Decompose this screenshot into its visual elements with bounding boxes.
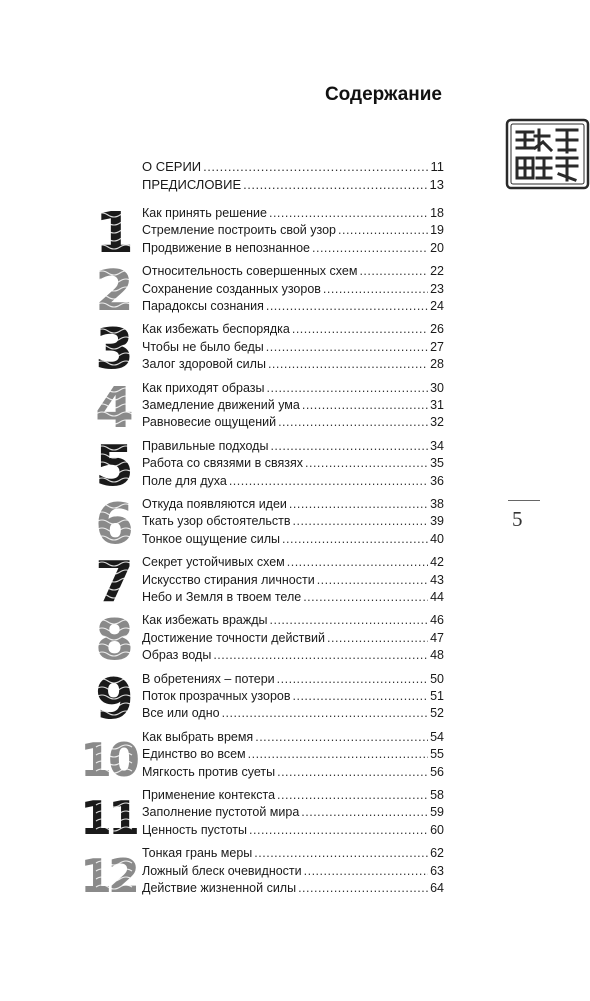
toc-entry-page: 22 [430,264,444,279]
toc-entry [142,729,444,746]
toc-leader-dots [249,822,428,839]
toc-entry [142,339,444,356]
toc-leader-dots [323,281,428,298]
toc-entry-title: Образ воды [142,648,212,663]
toc-leader-dots [277,671,428,688]
toc-entry [142,205,444,222]
toc-entry-page: 35 [430,456,444,471]
toc-entry [142,414,444,431]
toc-entry [142,554,444,571]
toc-leader-dots [317,572,428,589]
toc-entry-title: О СЕРИИ [142,159,202,174]
toc-entry-title: Ложный блеск очевидности [142,863,302,878]
toc-entry [142,630,444,647]
toc-leader-dots [359,263,428,280]
chapter-numeral-text: 7 [95,550,134,616]
toc-leader-dots [270,612,429,629]
toc-leader-dots [269,205,428,222]
chapter-numeral [90,375,138,441]
toc-leader-dots [301,804,428,821]
toc-leader-dots [243,176,427,193]
toc-entry-page: 36 [430,473,444,488]
toc-entry [142,263,444,280]
toc-entry-page: 32 [430,415,444,430]
toc-entry [142,496,444,513]
toc-leader-dots [248,746,428,763]
toc-entry [142,531,444,548]
toc-entry [142,746,444,763]
chapter-numeral-text: 6 [95,492,134,557]
toc-entry-page: 11 [430,159,444,174]
toc-entry-page: 38 [430,497,444,511]
toc-entry [142,176,444,193]
toc-leader-dots [298,880,428,897]
toc-entry [142,222,444,239]
toc-entry-title: Работа со связями в связях [142,456,303,471]
toc-entry-page: 52 [430,706,444,721]
toc-entry [142,380,444,397]
toc-entry [142,513,444,530]
toc-leader-dots [302,397,428,414]
toc-entry-page: 43 [430,572,444,587]
toc-entry-page: 23 [430,281,444,296]
chapter-numeral-text: 3 [95,317,134,383]
toc-entry-title: Продвижение в непознанное [142,240,310,255]
toc-entry-page: 40 [430,531,444,546]
toc-leader-dots [293,513,429,530]
toc-entry-page: 42 [430,555,444,570]
toc-entry-page: 27 [430,339,444,354]
chapter-numeral-text: 8 [95,608,134,674]
toc-entry-page: 18 [430,206,444,220]
toc-entry [142,705,444,722]
toc-entry-page: 63 [430,863,444,878]
toc-entry-title: Поле для духа [142,473,227,488]
toc-entry [142,158,444,175]
toc-entry-page: 19 [430,223,444,238]
toc-entry-title: Парадоксы сознания [142,299,264,313]
toc-leader-dots [293,688,429,705]
toc-leader-dots [287,554,428,571]
toc-leader-dots [278,414,428,431]
toc-leader-dots [266,339,428,356]
toc-entry-title: Чтобы не было беды [142,339,264,354]
toc-entry-page: 48 [430,648,444,663]
toc-entry [142,356,444,373]
toc-entry-page: 55 [430,747,444,762]
toc-entry-title: Сохранение созданных узоров [142,281,321,296]
toc-entry-title: Равновесие ощущений [142,415,277,430]
page-number: 5 [512,507,523,531]
toc-leader-dots [277,764,428,781]
chapter-numeral [90,317,138,383]
toc-entry-title: Мягкость против суеты [142,764,276,779]
toc-entry [142,612,444,629]
toc-leader-dots [303,589,428,606]
toc-entry-page: 31 [430,398,444,412]
chapter-numeral [90,201,138,266]
toc-entry-title: Правильные подходы [142,438,269,453]
chapter-numeral [90,608,138,674]
toc-entry [142,455,444,472]
chapter-numeral-text: 1 [95,201,134,266]
chapter-numeral-text: 10 [79,732,136,787]
toc-entry-title: Применение контекста [142,788,276,802]
toc-entry-title: Поток прозрачных узоров [142,689,291,703]
toc-entry [142,688,444,705]
toc-entry-title: ПРЕДИСЛОВИЕ [142,177,242,192]
toc-entry [142,589,444,606]
toc-entry-page: 26 [430,322,444,337]
toc-entry [142,397,444,414]
toc-entry-page: 54 [430,729,444,744]
toc-entry-title: Небо и Земля в твоем теле [142,590,302,604]
toc-entry [142,863,444,880]
chapter-numeral-text: 4 [95,375,134,441]
toc-entry-page: 47 [430,630,444,645]
toc-entry-title: Действие жизненной силы [142,881,297,895]
toc-entry-title: Тонкая грань меры [142,846,253,861]
toc-entry-page: 51 [430,689,444,703]
toc-entry-title: Достижение точности действий [142,630,326,645]
toc-leader-dots [327,630,428,647]
toc-leader-dots [304,863,428,880]
toc-leader-dots [254,845,428,862]
toc-entry-page: 60 [430,822,444,837]
toc-entry [142,647,444,664]
toc-entry [142,438,444,455]
toc-entry-title: Стремление построить свой узор [142,223,337,238]
chapter-numeral [79,785,138,845]
toc-entry [142,804,444,821]
toc-leader-dots [203,158,428,175]
toc-leader-dots [277,787,428,804]
seal-stamp-icon [505,118,590,190]
toc-leader-dots [270,438,428,455]
chapter-numeral [90,666,138,732]
toc-leader-dots [292,321,428,338]
toc-entry [142,473,444,490]
toc-entry [142,764,444,781]
page-title: Содержание [324,84,442,105]
chapter-numeral [90,433,138,499]
toc-entry-page: 62 [430,846,444,861]
toc-entry-page: 56 [430,764,444,779]
toc-entry-title: Как избежать вражды [142,613,268,628]
toc-entry [142,240,444,257]
toc-entry-page: 46 [430,613,444,628]
toc-entry [142,572,444,589]
toc-entry-title: Все или одно [142,706,220,721]
toc-leader-dots [282,531,428,548]
toc-entry-page: 44 [430,590,444,604]
chapter-numeral [90,259,138,325]
toc-entry-title: Как принять решение [142,206,267,220]
toc-entry [142,281,444,298]
toc-entry-title: Как выбрать время [142,729,254,744]
toc-entry-page: 58 [430,788,444,802]
toc-entry-page: 30 [430,380,444,395]
chapter-numeral-text: 11 [79,791,136,845]
toc-entry-title: Откуда появляются идеи [142,497,287,511]
toc-entry [142,880,444,897]
toc-entry-page: 50 [430,671,444,686]
toc-entry-page: 34 [430,438,444,453]
toc-entry-page: 59 [430,805,444,820]
toc-entry-title: Секрет устойчивых схем [142,555,285,570]
toc-entry-title: Заполнение пустотой мира [142,805,300,820]
toc-entry [142,822,444,839]
toc-leader-dots [289,496,428,513]
toc-entry-title: Как приходят образы [142,380,265,395]
page-number-rule [508,500,540,501]
chapter-numeral-text: 5 [95,433,134,499]
toc-leader-dots [338,222,428,239]
chapter-numeral [79,843,138,904]
toc-leader-dots [305,455,428,472]
toc-entry-title: Замедление движений ума [142,398,300,412]
toc-leader-dots [213,647,428,664]
toc-entry-title: Залог здоровой силы [142,357,266,372]
toc-entry [142,298,444,315]
chapter-numeral-text: 12 [79,849,136,904]
chapter-numeral-text: 2 [95,259,134,325]
toc-leader-dots [255,729,428,746]
toc-leader-dots [268,356,428,373]
toc-entry-page: 64 [430,881,444,895]
toc-entry-page: 28 [430,357,444,372]
toc-entry-page: 39 [430,514,444,529]
toc-entry-title: Ценность пустоты [142,822,248,837]
toc-leader-dots [267,380,429,397]
toc-entry [142,845,444,862]
chapter-numeral [90,550,138,616]
toc-entry-title: Относительность совершенных схем [142,264,358,279]
chapter-numeral [90,492,138,557]
toc-leader-dots [222,705,429,722]
toc-entry [142,671,444,688]
toc-entry-title: Как избежать беспорядка [142,322,290,337]
toc-entry-title: Ткать узор обстоятельств [142,514,291,529]
toc-entry-title: Искусство стирания личности [142,572,315,587]
toc-entry [142,787,444,804]
toc-entry-title: Единство во всем [142,747,246,762]
toc-entry-title: Тонкое ощущение силы [142,531,281,546]
toc-leader-dots [312,240,428,257]
toc-leader-dots [266,298,428,315]
toc-leader-dots [229,473,428,490]
toc-entry-page: 24 [430,299,444,313]
toc-entry-page: 13 [429,177,444,192]
chapter-numeral-text: 9 [95,666,134,732]
toc-entry-title: В обретениях – потери [142,671,275,686]
toc-entry [142,321,444,338]
toc-entry-page: 20 [430,240,444,255]
chapter-numeral [79,727,138,787]
